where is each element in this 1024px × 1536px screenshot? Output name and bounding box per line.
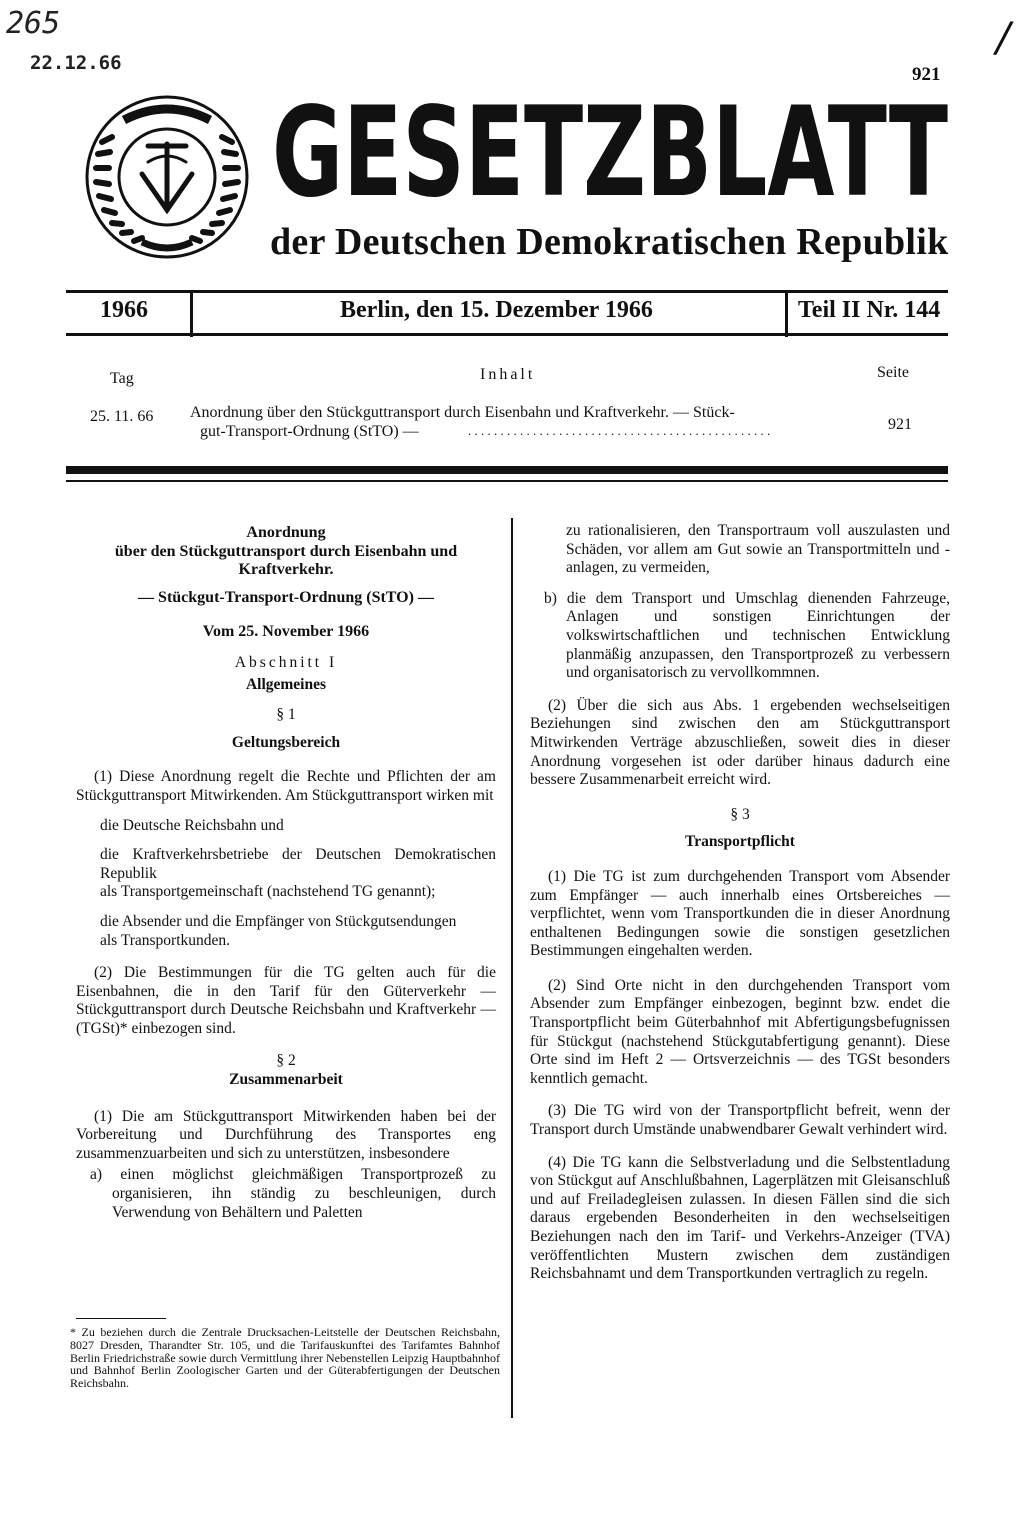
body-paragraph: (4) Die TG kann die Selbstverladung und die Selbstentladung von Stückgut auf Anschlußbahnen, Lagerplätzen mit Gleisanschluß und auf Freiladegleisen zulassen. In diesen Fällen sind die sich daraus ergebenden Besonderheiten in den wechselseitigen Beziehungen nach den im Tarif- und Verkehrs-Anzeiger (TVA) veröffentlichten Mustern zwischen dem zuständigen Reichsbahnamt und dem Transportkunden vertraglich zu regeln. [530,1153,950,1283]
body-paragraph: (1) Die TG ist zum durchgehenden Transport vom Absender zum Empfänger — auch innerhalb eines Ortsbereiches — verpflichtet, wenn vom Transportkunden die in dieser Anordnung enthaltenen Bedingungen sowie die sonstigen gesetzlichen Bestimmungen eingehalten werden. [530,867,950,960]
paragraph-title: Zusammenarbeit [229,1071,343,1089]
toc-entry-page: 921 [888,416,912,433]
right-column [530,522,950,1284]
list-item-continued: zu rationalisieren, den Transportraum voll auszulasten und Schäden, vor allem am Gut sowie an Transportmitteln und -anlagen, zu vermeiden, [566,522,950,577]
toc-entry-date: 25. 11. 66 [90,408,154,425]
list-item: als Transportkunden. [100,931,231,949]
paragraph-number: § 3 [730,805,750,823]
paragraph-title: Transportpflicht [685,833,795,851]
section-title: Allgemeines [245,675,327,693]
list-item: a) einen möglichst gleichmäßigen Transportprozeß zu organisieren, ihn ständig zu beschleunigen, durch Verwendung von Behältern und Paletten [90,1166,496,1221]
ordinance-title-line2: über den Stückguttransport durch Eisenbahn und [114,542,458,560]
date-stamp: 22.12.66 [30,52,122,74]
ordinance-title: Anordnung [246,524,326,541]
body-paragraph: (3) Die TG wird von der Transportpflicht befreit, wenn der Transport durch Umstände unabwendbarer Gewalt verhindert wird. [530,1102,950,1139]
page-number: 921 [912,64,941,85]
issue-number: Teil II Nr. 144 [798,297,941,323]
list-item: die Absender und die Empfänger von Stückgutsendungen [100,912,457,930]
body-paragraph: (2) Über die sich aus Abs. 1 ergebenden wechselseitigen Beziehungen sind zwischen den am Stückguttransport Mitwirkenden Verträge abzuschließen, soweit dies in dieser Anordnung vorgesehen ist oder darüber hinaus dadurch eine bessere Zusammenarbeit erreicht wird. [530,696,950,789]
ordinance-short-title: — Stückgut-Transport-Ordnung (StTO) — [138,588,434,606]
ordinance-title-line3: Kraftverkehr. [238,561,334,579]
place-date: Berlin, den 15. Dezember 1966 [340,297,653,323]
list-item: die Deutsche Reichsbahn und [100,816,284,834]
left-column [76,524,496,1222]
toc-entry-title-cont: gut-Transport-Ordnung (StTO) — [200,423,419,440]
body-paragraph: (2) Sind Orte nicht in den durchgehenden Transport vom Absender zum Empfänger einbezogen, beginnt bzw. endet die Transportpflicht beim Güterbahnhof mit Abfertigungsbefugnissen für Stückgut (nachstehend Stückgutabfertigung genannt). Diese Orte sind im Heft 2 — Ortsverzeichnis — des TGSt besonders kenntlich gemacht. [530,976,950,1087]
body-paragraph: (1) Diese Anordnung regelt die Rechte und Pflichten der am Stückguttransport Mitwirkenden. Am Stückguttransport wirken mit [76,768,496,804]
double-rule-thin [66,480,948,482]
section-heading: Abschnitt I [234,653,338,671]
paragraph-number: § 1 [276,706,296,724]
footnote-rule [76,1318,166,1319]
toc-header-tag: Tag [110,370,134,387]
toc-header-inhalt: Inhalt [480,366,536,383]
state-emblem-icon [82,92,252,262]
masthead-subtitle: der Deutschen Demokratischen Republik [270,221,949,263]
handwritten-number: 265 [6,6,61,41]
toc-header-seite: Seite [877,364,909,381]
infobar-separator [785,293,788,337]
issue-year: 1966 [100,297,148,323]
svg-text:GESETZBLATT: GESETZBLATT [272,95,948,205]
list-item: als Transportgemeinschaft (nachstehend TG genannt); [100,883,436,901]
list-item: b) die dem Transport und Umschlag dienenden Fahrzeuge, Anlagen und sonstigen Einrichtungen der volkswirtschaftlichen und technischen Entwicklung planmäßig anzupassen, den Transportprozeß zu verbessern und organisatorisch zu vervollkommnen. [544,589,950,682]
double-rule-thick [66,466,948,474]
footnote: * Zu beziehen durch die Zentrale Drucksachen-Leitstelle der Deutschen Reichsbahn, 8027 Dresden, Tharandter Str. 105, und die Tarifauskunftei des Tarifamtes Bahnhof Berlin Friedrichstraße sowie durch Vermittlung ihrer Nebenstellen Leipzig Hauptbahnhof und Bahnhof Berlin Zoologischer Garten und der Güterabfertigungen der Deutschen Reichsbahn. [70,1325,500,1391]
list-item: die Kraftverkehrsbetriebe der Deutschen Demokratischen Republik [100,846,496,882]
masthead-title [270,95,950,205]
paragraph-title: Geltungsbereich [231,733,341,751]
ordinance-date: Vom 25. November 1966 [202,623,370,641]
toc-entry-title: Anordnung über den Stückguttransport durch Eisenbahn und Kraftverkehr. — Stück- [190,404,735,421]
divider-top [66,290,948,293]
infobar-separator [190,293,193,337]
divider-bottom [66,333,948,336]
toc-entry-leader: . . . . . . . . . . . . . . . . . . . . . . . . . . . . . . . . . . . . . . . . . . . . . . . [468,423,771,438]
body-paragraph: (1) Die am Stückguttransport Mitwirkenden haben bei der Vorbereitung und Durchführung des Transportes eng zusammenzuarbeiten und sich zu unterstützen, insbesondere [76,1107,496,1162]
body-paragraph: (2) Die Bestimmungen für die TG gelten auch für die Eisenbahnen, die in den Tarif für den Güterverkehr — Stückguttransport durch Deutsche Reichsbahn und Kraftverkehr — (TGSt)* einbezogen sind. [76,964,496,1037]
corner-mark: / [996,9,1010,65]
column-divider [511,518,513,1418]
paragraph-number: § 2 [276,1052,296,1070]
